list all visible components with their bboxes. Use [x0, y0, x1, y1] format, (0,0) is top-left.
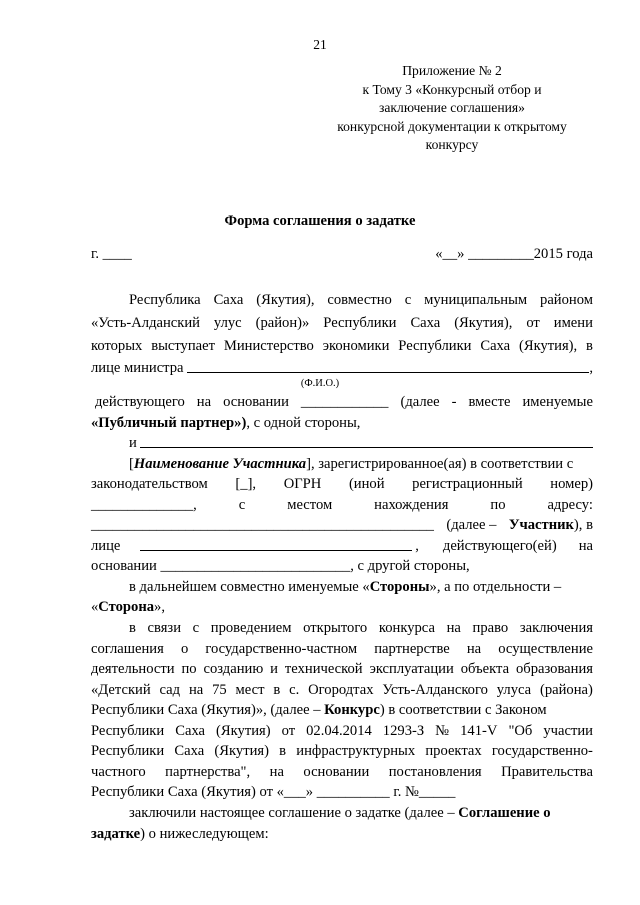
word: ______________, — [91, 497, 197, 513]
word: и — [270, 661, 278, 677]
word: Огородтах — [308, 682, 374, 698]
word: именуемые — [522, 394, 593, 410]
word: мест — [235, 682, 265, 698]
word: деятельности — [91, 661, 175, 677]
p4-line-5-comma: , — [415, 538, 419, 554]
word: Саха — [480, 338, 511, 354]
word: Республики — [323, 315, 397, 331]
word: "Об — [508, 723, 533, 739]
word: № — [435, 723, 450, 739]
p1-line-4-end: , — [589, 360, 593, 376]
contest-term: Конкурс — [324, 702, 380, 718]
p4-line-1 — [129, 455, 593, 474]
word: регистрационный — [412, 476, 523, 492]
p5-line-1-b: », а по отдельности – — [429, 579, 562, 595]
p6-line-5 — [91, 701, 593, 720]
word: конкурса — [378, 620, 435, 636]
word: Республика — [129, 292, 201, 308]
word: образования — [516, 661, 593, 677]
p7-line-1-a: заключили настоящее соглашение о задатке (далее – — [129, 805, 455, 821]
word: проектах — [425, 743, 482, 759]
word: основании — [303, 764, 370, 780]
appendix-line: конкурсу — [425, 137, 479, 152]
word: муниципальным — [424, 292, 528, 308]
p5-line-1-a: в дальнейшем совместно именуемые « — [129, 579, 370, 595]
word: (Якутия), — [519, 338, 578, 354]
agreement-term-start: Соглашение о — [458, 805, 551, 821]
word: - — [451, 394, 457, 410]
p6-line-4 — [91, 681, 593, 700]
word: Республики — [91, 723, 165, 739]
word: с — [192, 620, 200, 636]
word: на — [188, 682, 204, 698]
p1-line-3 — [91, 337, 593, 356]
word: действующего — [95, 394, 185, 410]
word: [_], — [235, 476, 257, 492]
appendix-note — [318, 62, 586, 155]
word: с — [404, 292, 412, 308]
word: участии — [543, 723, 593, 739]
word: сад — [159, 682, 181, 698]
basis-blank: __________________________ — [160, 558, 351, 574]
word: эксплуатации — [369, 661, 454, 677]
word: на — [196, 394, 212, 410]
address-blank: _______________________________________________ — [91, 517, 434, 533]
word: о — [180, 641, 189, 657]
word: 02.04.2014 — [306, 723, 372, 739]
p4-line-4-b: (далее – — [446, 517, 497, 533]
p4-line-6-c: , с другой стороны, — [350, 558, 470, 574]
word: партнерстве — [374, 641, 450, 657]
participant-name-placeholder: Наименование Участника — [133, 456, 307, 472]
word: соглашения — [91, 641, 164, 657]
word: 141-V — [460, 723, 498, 739]
appendix-line: заключение соглашения» — [379, 100, 525, 115]
word: от — [281, 723, 296, 739]
public-partner-term: «Публичный партнер») — [91, 415, 247, 431]
p7-line-2-b: ) о нижеследующем: — [140, 826, 269, 842]
p4-line-4 — [91, 516, 593, 535]
word: партнерства", — [165, 764, 251, 780]
word: вместе — [468, 394, 511, 410]
page-number: 21 — [313, 37, 327, 52]
p6-line-5-b: ) в соответствии с Законом — [379, 702, 547, 718]
word: экономики — [322, 338, 390, 354]
p6-line-9: Республики Саха (Якутия) от «___» __________ г. №_____ — [91, 784, 456, 800]
word: Саха — [410, 315, 441, 331]
word: (Якутия), — [454, 315, 513, 331]
word: связи — [147, 620, 182, 636]
participant-name-blank — [140, 434, 593, 448]
p4-line-5-d: на — [578, 538, 593, 554]
p5-line-2-b: », — [154, 599, 165, 615]
word: 75 — [212, 682, 227, 698]
appendix-line: Приложение № 2 — [402, 63, 502, 78]
p6-line-2 — [91, 640, 593, 659]
p4-line-6-a: основании — [91, 558, 157, 574]
p4-line-6 — [91, 557, 593, 576]
word: (далее — [400, 394, 440, 410]
word: осуществление — [498, 641, 593, 657]
p5-line-2 — [91, 598, 593, 617]
word: на — [446, 620, 461, 636]
word: законодательством — [91, 476, 208, 492]
word: право — [472, 620, 509, 636]
word: в — [279, 743, 287, 759]
word: открытого — [303, 620, 368, 636]
word: объекта — [460, 661, 510, 677]
p1-line-4 — [91, 359, 593, 378]
word: (район)» — [255, 315, 310, 331]
p5-line-2-a: « — [91, 599, 99, 615]
word: Саха — [213, 292, 244, 308]
word: с. — [289, 682, 300, 698]
word: Правительства — [501, 764, 593, 780]
word: которых — [91, 338, 143, 354]
parties-term: Стороны — [369, 579, 430, 595]
word: адресу: — [547, 497, 593, 513]
word: на — [466, 641, 482, 657]
word: «Детский — [91, 682, 151, 698]
word: Саха — [175, 723, 206, 739]
word: Усть-Алданского — [382, 682, 488, 698]
p6-line-3 — [91, 660, 593, 679]
fio-caption: (Ф.И.О.) — [300, 378, 340, 389]
word: в — [273, 682, 281, 698]
minister-name-blank — [187, 359, 590, 373]
word: заключения — [519, 620, 593, 636]
word: в — [129, 620, 136, 636]
p2-line-2 — [91, 414, 593, 433]
word: государственно- — [491, 743, 593, 759]
word: (иной — [348, 476, 385, 492]
appendix-line: к Тому 3 «Конкурсный отбор и — [362, 81, 542, 97]
p6-line-5-a: Республики Саха (Якутия)», (далее – — [91, 702, 321, 718]
p6-line-7 — [91, 742, 593, 761]
word: по — [181, 661, 197, 677]
word: Министерство — [223, 338, 314, 354]
word: государственно-частном — [205, 641, 358, 657]
word: номер) — [550, 476, 593, 492]
p2-line-1 — [95, 393, 593, 412]
word: Республики — [91, 743, 165, 759]
word: Саха — [174, 743, 205, 759]
word: «Усть-Алданский — [91, 315, 200, 331]
word: с — [238, 497, 246, 513]
word: районом — [540, 292, 593, 308]
appendix-line: конкурсной документации к открытому — [337, 118, 567, 134]
word: нахождения — [374, 497, 449, 513]
word: в — [586, 338, 593, 354]
p6-line-1 — [129, 619, 593, 638]
word: проведением — [210, 620, 292, 636]
bracket-open: [ — [129, 456, 134, 472]
participant-term: Участник — [508, 517, 574, 533]
word: от — [526, 315, 540, 331]
p2-line-2-rest: , с одной стороны, — [246, 415, 361, 431]
p4-line-1-rest: ], зарегистрированное(ая) в соответствии с — [306, 456, 574, 472]
word: 1293-З — [382, 723, 425, 739]
representative-group — [140, 537, 419, 556]
word: технической — [284, 661, 363, 677]
word: (Якутия) — [214, 743, 269, 759]
p3-line — [129, 434, 593, 453]
word: на — [269, 764, 284, 780]
city-field: г. ____ — [91, 246, 132, 262]
word: совместно — [327, 292, 392, 308]
word: постановления — [388, 764, 482, 780]
word: (Якутия), — [256, 292, 315, 308]
word: созданию — [203, 661, 264, 677]
word: по — [490, 497, 506, 513]
p4-line-2 — [91, 475, 593, 494]
date-field: «__» _________2015 года — [435, 246, 593, 262]
word: ОГРН — [283, 476, 322, 492]
minister-label: лице министра — [91, 360, 184, 376]
word: улус — [213, 315, 242, 331]
word: основании — [223, 394, 289, 410]
p4-line-4-c: ), в — [573, 517, 593, 533]
representative-blank — [140, 537, 412, 551]
conjunction-and: и — [129, 435, 137, 451]
word: ____________ — [300, 394, 389, 410]
p1-line-1 — [129, 291, 593, 310]
word: инфраструктурных — [296, 743, 416, 759]
p1-line-2 — [91, 314, 593, 333]
word: (Якутия) — [216, 723, 271, 739]
p4-line-5-a: лице — [91, 538, 121, 554]
word: улуса — [496, 682, 532, 698]
p5-line-1 — [129, 578, 593, 597]
word: (района) — [539, 682, 593, 698]
word: частного — [91, 764, 146, 780]
p4-line-5-c: действующего(ей) — [442, 538, 557, 554]
p6-line-8 — [91, 763, 593, 782]
p7-line-2 — [91, 825, 593, 844]
p6-line-6 — [91, 722, 593, 741]
p4-line-5 — [91, 537, 593, 556]
word: Республики — [398, 338, 472, 354]
party-term: Сторона — [98, 599, 155, 615]
agreement-term-end: задатке — [91, 826, 141, 842]
p4-line-3 — [91, 496, 593, 515]
word: выступает — [151, 338, 216, 354]
word: имени — [553, 315, 593, 331]
p7-line-1 — [129, 804, 593, 823]
document-title: Форма соглашения о задатке — [224, 213, 416, 229]
word: местом — [287, 497, 333, 513]
